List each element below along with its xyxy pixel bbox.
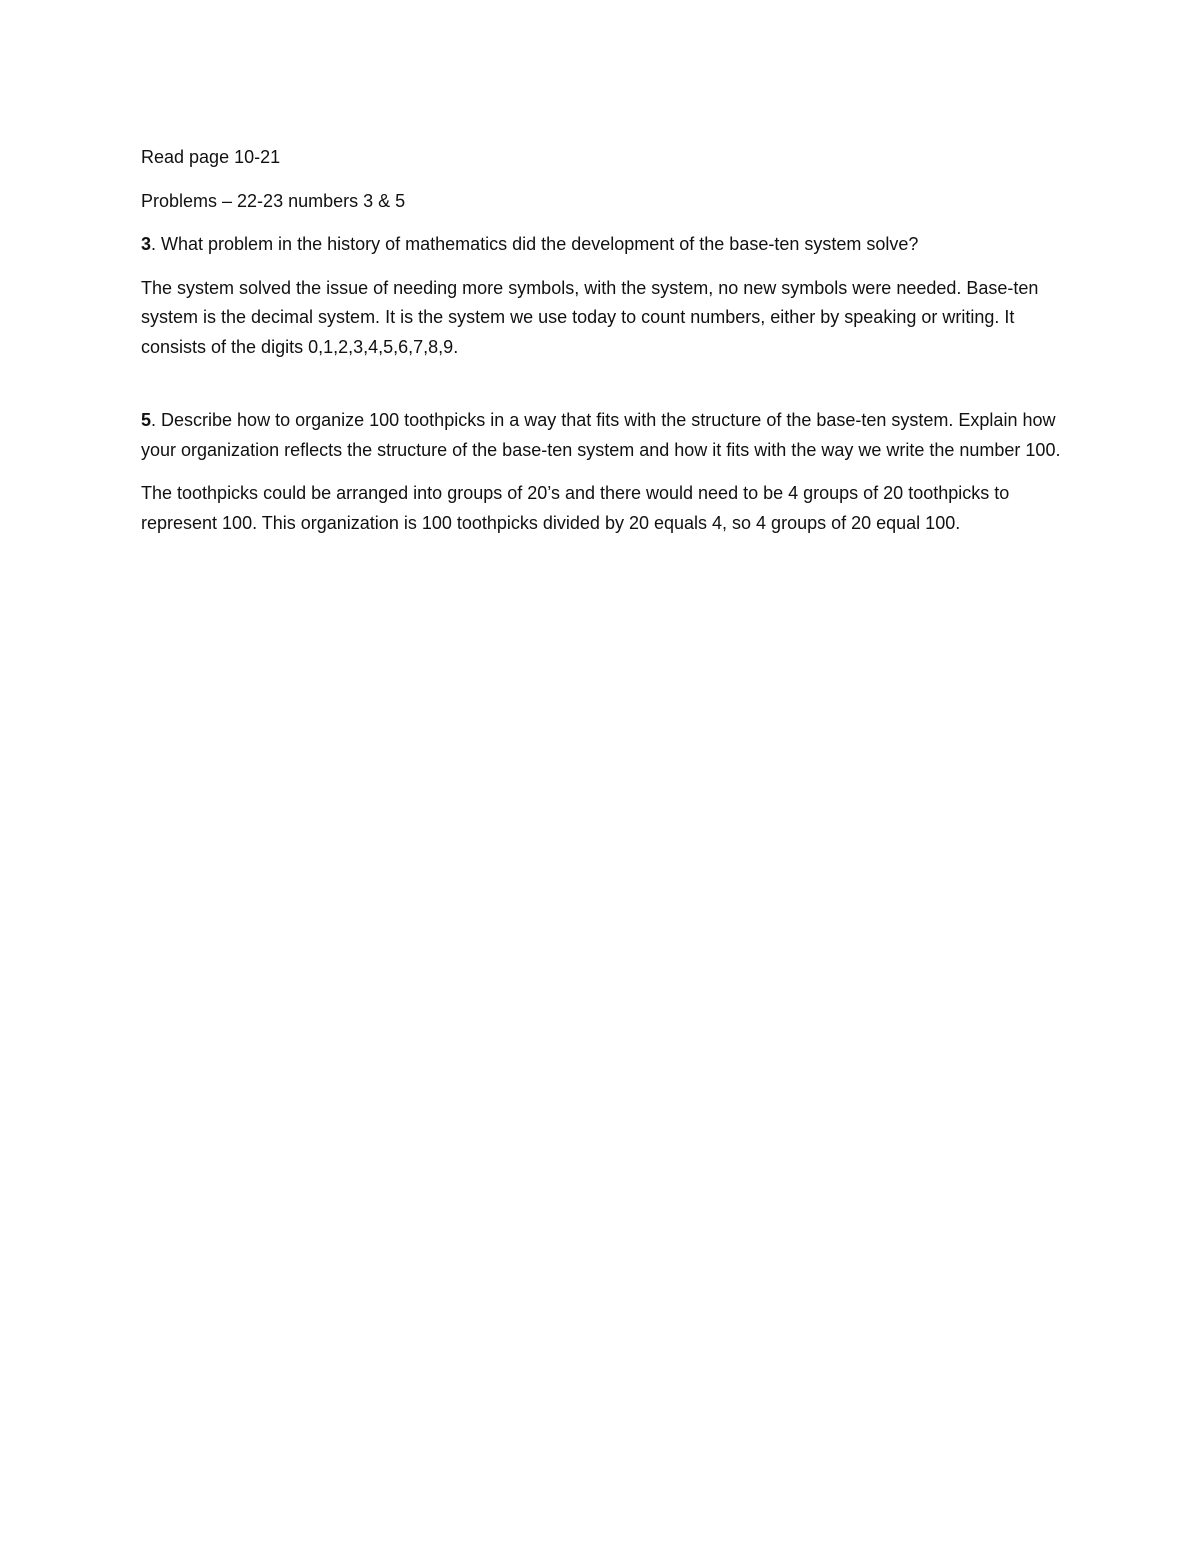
problems-assignment: Problems – 22-23 numbers 3 & 5 (141, 190, 406, 211)
answer-3: The system solved the issue of needing more symbols, with the system, no new symbols were needed. Base-ten system is the decimal system. It is the system we use today to count numbers, either by speaking or writing. It consists of the digits 0,1,2,3,4,5,6,7,8,9. (141, 277, 1039, 357)
answer-5: The toothpicks could be arranged into groups of 20’s and there would need to be 4 groups of 20 toothpicks to represent 100. This organization is 100 toothpicks divided by 20 equals 4, so 4 groups of 20 equal 100. (141, 483, 1010, 533)
question-5-number: 5 (141, 410, 152, 430)
document-body (141, 143, 1071, 552)
question-5 (141, 406, 1071, 465)
reading-assignment: Read page 10-21 (141, 147, 281, 167)
question-3 (141, 230, 1071, 260)
question-3-number: 3 (141, 234, 152, 254)
question-3-text: . What problem in the history of mathematics did the development of the base-ten system solve? (151, 234, 919, 254)
question-5-text: . Describe how to organize 100 toothpicks in a way that fits with the structure of the base-ten system. Explain how your organization reflects the structure of the base-ten system and how it fits with the way we write the number 100. (141, 410, 1061, 460)
